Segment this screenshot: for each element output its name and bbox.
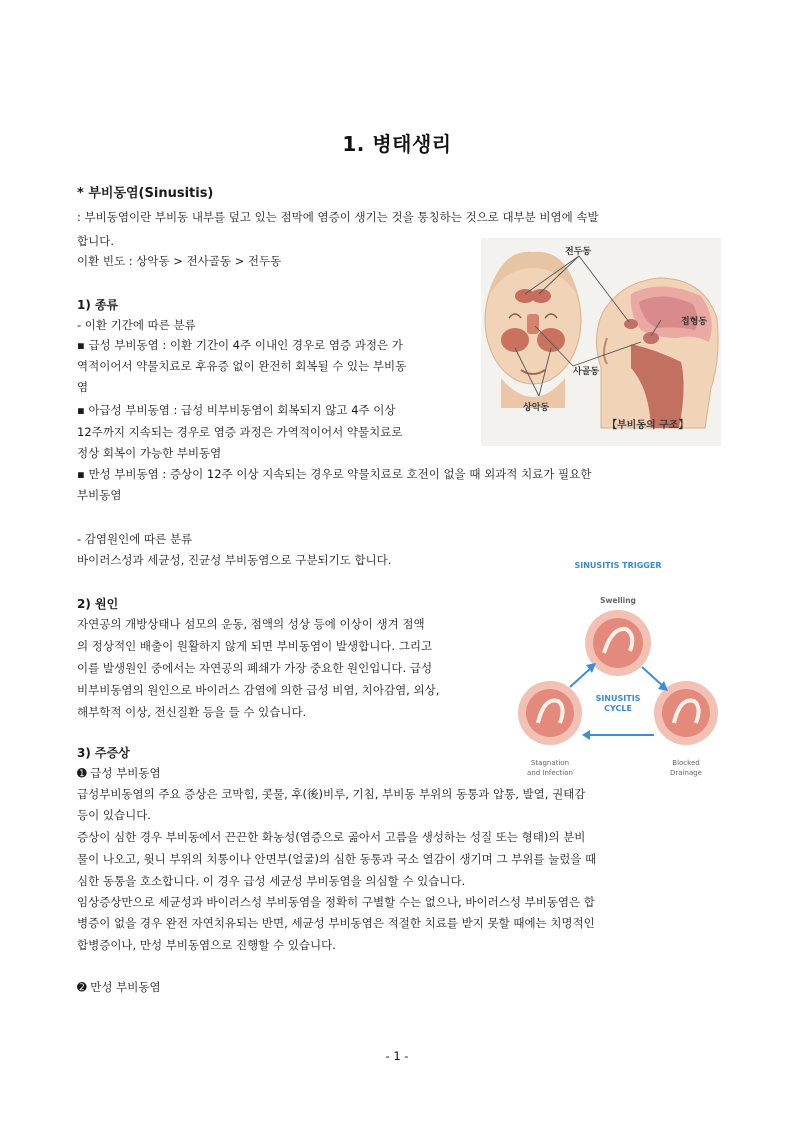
chronic-label: ➋ 만성 부비동염 xyxy=(77,980,161,994)
page-number: - 1 - xyxy=(385,1049,409,1063)
causes-heading: 2) 원인 xyxy=(77,597,119,611)
causes-line: 자연공의 개방상태나 섬모의 운동, 점액의 성상 등에 이상이 생겨 점액 xyxy=(77,617,425,631)
types-line: ▪ 급성 부비동염 : 이환 기간이 4주 이내인 경우로 염증 과정은 가 xyxy=(77,338,403,352)
cycle-center-label-2: CYCLE xyxy=(604,704,632,713)
acute-label: ➊ 급성 부비동염 xyxy=(77,766,161,780)
types-sub-heading: - 이환 기간에 따른 분류 xyxy=(77,318,196,332)
types-line: 정상 회복이 가능한 부비동염 xyxy=(77,446,222,460)
symptoms-line: 병증이 없을 경우 완전 자연치유되는 반면, 세균성 부비동염은 적절한 치료를 받지 못할 때에는 치명적인 xyxy=(77,916,595,930)
symptoms-line: 물이 나오고, 윗니 부위의 치통이나 안면부(얼굴)의 심한 동통과 국소 열감이 생기며 그 부위를 눌렀을 때 xyxy=(77,852,597,866)
cycle-right-label-2: Drainage xyxy=(670,769,702,777)
label-frontal: 전두동 xyxy=(565,247,592,257)
symptoms-line: 합병증이나, 만성 부비동염으로 진행할 수 있습니다. xyxy=(77,938,336,952)
types-line: 12주까지 지속되는 경우로 염증 과정은 가역적이어서 약물치료로 xyxy=(77,425,403,439)
section-heading: * 부비동염(Sinusitis) xyxy=(77,186,214,201)
cycle-left-label-2: and Infection xyxy=(527,769,573,777)
cycle-center-label-1: SINUSITIS xyxy=(595,694,641,703)
cycle-right-label-1: Blocked xyxy=(672,759,700,767)
intro-line: : 부비동염이란 부비동 내부를 덮고 있는 점막에 염증이 생기는 것을 통칭하는 것으로 대부분 비염에 속발 xyxy=(77,210,599,224)
symptoms-heading: 3) 주증상 xyxy=(77,746,130,760)
symptoms-line: 증상이 심한 경우 부비동에서 끈끈한 화농성(염증으로 곪아서 고름을 생성하는 성질 또는 형태)의 분비 xyxy=(77,830,586,844)
cycle-left-label-1: Stagnation xyxy=(530,759,570,767)
label-maxillary: 상악동 xyxy=(523,403,550,413)
cycle-title: SINUSITIS TRIGGER xyxy=(574,561,662,570)
page-title: 1. 병태생리 xyxy=(342,132,452,156)
label-ethmoid: 사골동 xyxy=(573,367,600,377)
types-line: ▪ 아급성 부비동염 : 급성 비부비동염이 회복되지 않고 4주 이상 xyxy=(77,403,396,417)
symptoms-line: 심한 동통을 호소합니다. 이 경우 급성 세균성 부비동염을 의심할 수 있습니다. xyxy=(77,874,466,888)
causes-line: 해부학적 이상, 전신질환 등을 들 수 있습니다. xyxy=(77,705,307,719)
symptoms-line: 급성부비동염의 주요 증상은 코막힘, 콧물, 후(後)비루, 기침, 부비동 부위의 동통과 압통, 발열, 권태감 xyxy=(77,787,586,801)
types-line: 바이러스성과 세균성, 진균성 부비동염으로 구분되기도 합니다. xyxy=(77,553,392,567)
label-sphenoid: 접형동 xyxy=(681,317,708,327)
figure-caption: 【부비동의 구조】 xyxy=(607,420,689,431)
types-heading: 1) 종류 xyxy=(77,298,119,312)
symptoms-line: 등이 있습니다. xyxy=(77,808,151,822)
intro-line: 이환 빈도 : 상악동 > 전사골동 > 전두동 xyxy=(77,254,282,268)
sinus-structure-illustration xyxy=(481,238,721,446)
causes-line: 이를 발생원인 중에서는 자연공의 폐쇄가 가장 중요한 원인입니다. 급성 xyxy=(77,661,433,675)
sinusitis-cycle-figure xyxy=(516,555,721,783)
causes-line: 의 정상적인 배출이 원활하지 않게 되면 부비동염이 발생합니다. 그리고 xyxy=(77,639,433,653)
types-line: 부비동염 xyxy=(77,488,122,502)
intro-line: 합니다. xyxy=(77,234,114,248)
causes-line: 비부비동염의 원인으로 바이러스 감염에 의한 급성 비염, 치아감염, 외상, xyxy=(77,683,440,697)
sinus-structure-figure xyxy=(481,238,721,446)
sinusitis-cycle-illustration xyxy=(516,555,721,783)
symptoms-line: 임상증상만으로 세균성과 바이러스성 부비동염을 정확히 구별할 수는 없으나, 바이러스성 부비동염은 합 xyxy=(77,895,595,909)
types-line: 역적이어서 약물치료로 후유증 없이 완전히 회복될 수 있는 부비동 xyxy=(77,359,407,373)
types-sub-heading: - 감염원인에 따른 분류 xyxy=(77,532,193,546)
types-line: 염 xyxy=(77,380,89,394)
cycle-top-label: Swelling xyxy=(600,596,636,605)
types-line: ▪ 만성 부비동염 : 증상이 12주 이상 지속되는 경우로 약물치료로 호전이 없을 때 외과적 치료가 필요한 xyxy=(77,467,592,481)
